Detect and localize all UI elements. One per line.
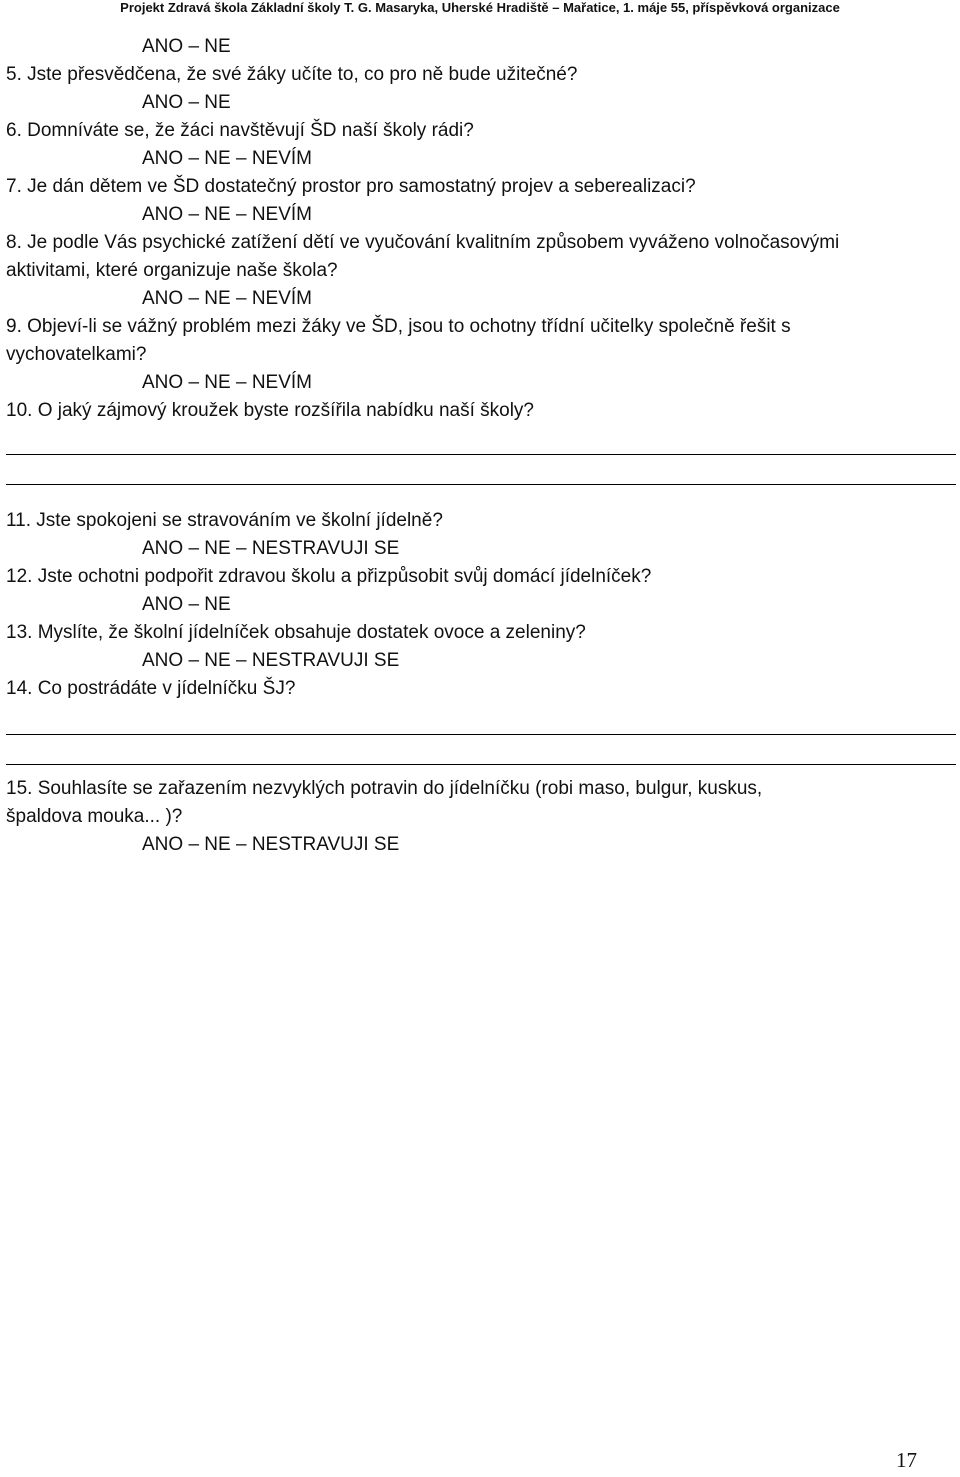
answer-blank-10a[interactable]: [6, 425, 956, 455]
question-9-line-2: vychovatelkami?: [6, 344, 147, 365]
question-8-line-1: 8. Je podle Vás psychické zatížení dětí ve vyučování kvalitním způsobem vyváženo volnočasovými: [6, 232, 840, 253]
answer-options-11: ANO – NE – NESTRAVUJI SE: [142, 538, 400, 559]
answer-options-4: ANO – NE: [142, 36, 231, 57]
answer-options-6: ANO – NE – NEVÍM: [142, 148, 312, 169]
question-13: 13. Myslíte, že školní jídelníček obsahuje dostatek ovoce a zeleniny?: [6, 622, 586, 643]
question-14: 14. Co postrádáte v jídelníčku ŠJ?: [6, 678, 296, 699]
answer-options-12: ANO – NE: [142, 594, 231, 615]
page-header: Projekt Zdravá škola Základní školy T. G. Masaryka, Uherské Hradiště – Mařatice, 1. máje 55, příspěvková organizace: [120, 0, 840, 15]
answer-blank-14a[interactable]: [6, 703, 956, 735]
answer-rule: [6, 484, 956, 485]
question-15-line-1: 15. Souhlasíte se zařazením nezvyklých potravin do jídelníčku (robi maso, bulgur, kuskus,: [6, 778, 763, 799]
answer-blank-10b[interactable]: [6, 455, 956, 485]
answer-rule: [6, 764, 956, 765]
answer-options-7: ANO – NE – NEVÍM: [142, 204, 312, 225]
question-11: 11. Jste spokojeni se stravováním ve školní jídelně?: [6, 510, 443, 531]
question-9-line-1: 9. Objeví-li se vážný problém mezi žáky ve ŠD, jsou to ochotny třídní učitelky společně řešit s: [6, 316, 791, 337]
answer-blank-14b[interactable]: [6, 735, 956, 765]
questionnaire: [6, 33, 956, 859]
question-12: 12. Jste ochotni podpořit zdravou školu a přizpůsobit svůj domácí jídelníček?: [6, 566, 652, 587]
page-number: 17: [896, 1448, 917, 1472]
spacer: [6, 485, 956, 507]
question-10: 10. O jaký zájmový kroužek byste rozšířila nabídku naší školy?: [6, 400, 535, 421]
question-15-line-2: špaldova mouka... )?: [6, 806, 183, 827]
answer-options-8: ANO – NE – NEVÍM: [142, 288, 312, 309]
spacer: [6, 765, 956, 775]
answer-options-13: ANO – NE – NESTRAVUJI SE: [142, 650, 400, 671]
question-6: 6. Domníváte se, že žáci navštěvují ŠD naší školy rádi?: [6, 120, 474, 141]
question-7: 7. Je dán dětem ve ŠD dostatečný prostor pro samostatný projev a seberealizaci?: [6, 176, 696, 197]
answer-options-9: ANO – NE – NEVÍM: [142, 372, 312, 393]
answer-options-5: ANO – NE: [142, 92, 231, 113]
answer-options-15: ANO – NE – NESTRAVUJI SE: [142, 834, 400, 855]
question-8-line-2: aktivitami, které organizuje naše škola?: [6, 260, 338, 281]
question-5: 5. Jste přesvědčena, že své žáky učíte to, co pro ně bude užitečné?: [6, 64, 578, 85]
